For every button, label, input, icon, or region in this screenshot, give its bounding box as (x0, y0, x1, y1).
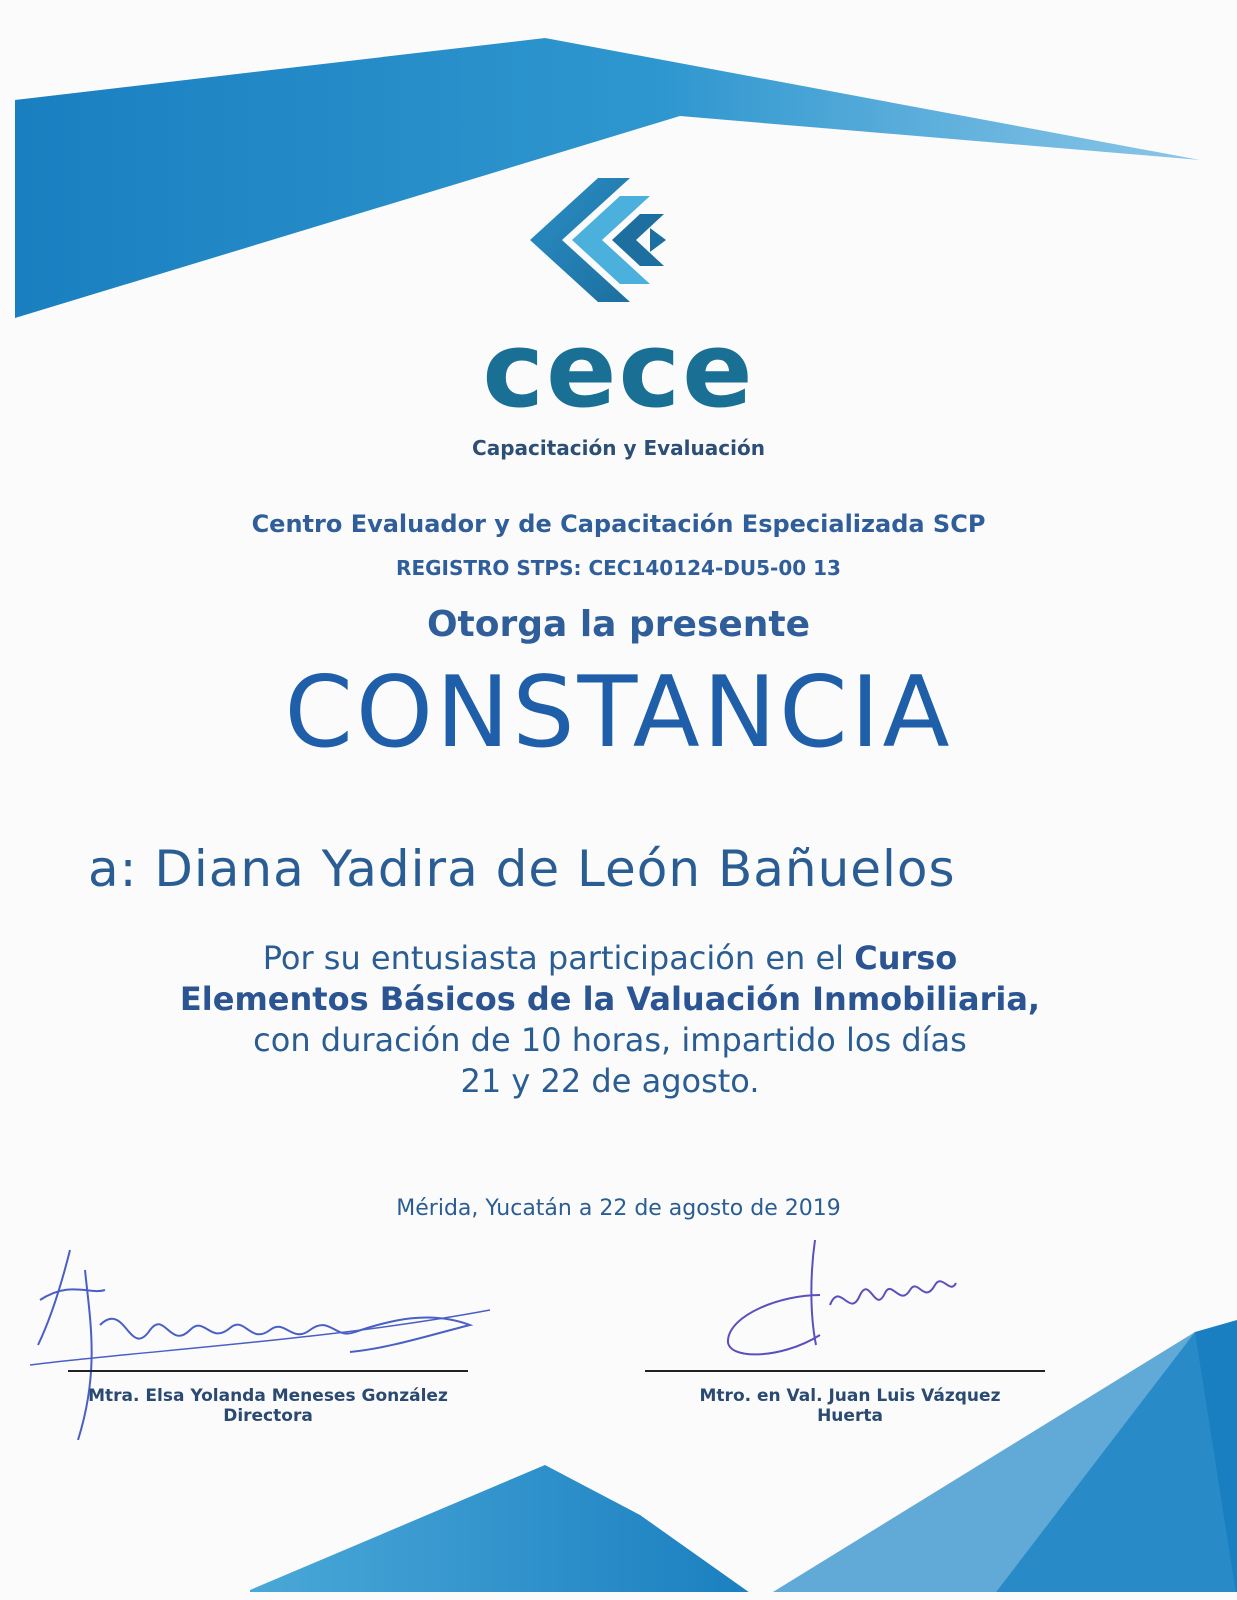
course-word: Curso (854, 939, 958, 977)
grant-statement: Otorga la presente (426, 604, 811, 645)
signer-evaluator-name: Mtro. en Val. Juan Luis Vázquez (699, 1386, 1001, 1406)
cece-logo-mark (520, 170, 690, 310)
signature-line-director (68, 1370, 468, 1372)
body-line-1 (110, 938, 1110, 979)
certificate-body (110, 938, 1110, 1102)
bottom-chevron-left (250, 1465, 760, 1600)
logo-tagline: Capacitación y Evaluación (472, 436, 765, 460)
signer-director-name: Mtra. Elsa Yolanda Meneses González (88, 1386, 448, 1406)
logo-wordmark: cece (482, 309, 755, 431)
place-and-date: Mérida, Yucatán a 22 de agosto de 2019 (396, 1196, 841, 1221)
body-line-3: con duración de 10 horas, impartido los días (253, 1021, 967, 1059)
signer-evaluator-role: Huerta (817, 1406, 883, 1426)
issuer-name: Centro Evaluador y de Capacitación Especializada SCP (251, 510, 986, 538)
bottom-edge-fill (0, 1592, 1237, 1600)
signature-evaluator (720, 1235, 980, 1365)
signer-evaluator (640, 1386, 1060, 1426)
bottom-chevron-right (760, 1332, 1237, 1600)
body-line-4: 21 y 22 de agosto. (460, 1062, 760, 1100)
body-line-2 (110, 979, 1110, 1020)
body-line-1-text: Por su entusiasta participación en el (262, 939, 855, 977)
course-title: Elementos Básicos de la Valuación Inmobiliaria, (179, 980, 1041, 1018)
registration-number: REGISTRO STPS: CEC140124-DU5-00 13 (396, 556, 841, 580)
certificate-title: CONSTANCIA (284, 656, 953, 770)
signature-line-evaluator (645, 1370, 1045, 1372)
recipient-name: a: Diana Yadira de León Bañuelos (88, 840, 956, 898)
signer-director (58, 1386, 478, 1426)
signer-director-role: Directora (223, 1406, 313, 1426)
